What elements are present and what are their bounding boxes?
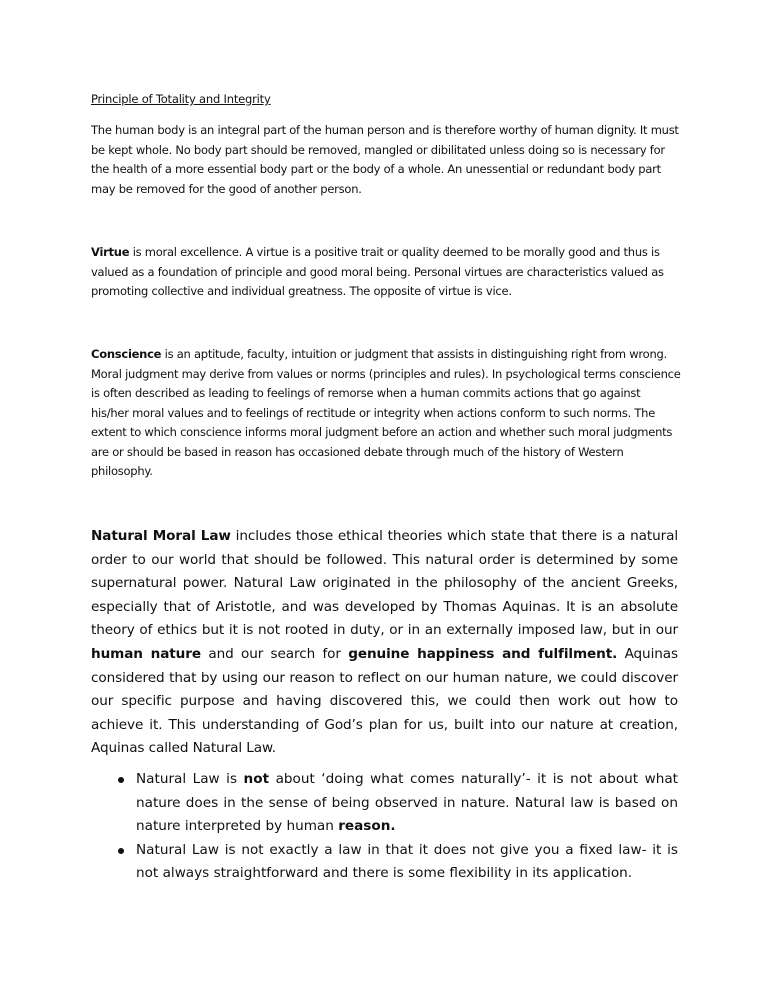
bullet-text: about ‘doing what comes naturally’- it is not about what nature does in the sense of being observed in nature. Natural law is based on nature interpreted by human [136, 771, 678, 835]
conscience-paragraph [91, 345, 681, 482]
list-item [91, 768, 678, 839]
bullet-text: Natural Law is not exactly a law in that it does not give you a fixed law- it is not always straightforward and there is some flexibility in its application. [136, 841, 678, 882]
virtue-paragraph [91, 243, 681, 302]
natural-law-text-2: and our search for [201, 645, 349, 662]
natural-law-text-1: includes those ethical theories which state that there is a natural order to our world that should be followed. This natural order is determined by some supernatural power. Natural Law originated in the philosophy of the ancient Greeks, especially that of Aristotle, and was developed by Thomas Aquinas. It is an absolute theory of ethics but it is not rooted in duty, or in an externally imposed law, but in our [91, 528, 678, 639]
list-item [91, 839, 678, 886]
bullet-icon [118, 848, 124, 854]
virtue-text: is moral excellence. A virtue is a positive trait or quality deemed to be morally good and thus is valued as a foundation of principle and good moral being. Personal virtues are characteristics valued as promoting collective and individual greatness. The opposite of virtue is vice. [91, 245, 664, 298]
bullet-bold: not [243, 771, 270, 787]
section-heading: Principle of Totality and Integrity [91, 92, 271, 106]
natural-law-term: Natural Moral Law [91, 528, 231, 544]
natural-law-bold-1: human nature [91, 645, 201, 662]
natural-law-bold-2: genuine happiness and fulfilment. [348, 645, 618, 662]
bullet-icon [118, 777, 124, 783]
natural-law-text-3: Aquinas considered that by using our reason to reflect on our human nature, we could discover our specific purpose and having discovered this, we could then work out how to achieve it. This understanding of God’s plan for us, built into our nature at creation, Aquinas called Natural Law. [91, 645, 678, 757]
conscience-text: is an aptitude, faculty, intuition or judgment that assists in distinguishing right from wrong. Moral judgment may derive from values or norms (principles and rules). In psychological terms conscience is often described as leading to feelings of remorse when a human commits actions that go against his/her moral values and to feelings of rectitude or integrity when actions conform to such norms. The extent to which conscience informs moral judgment before an action and whether such moral judgments are or should be based in reason has occasioned debate through much of the history of Western philosophy. [91, 347, 681, 478]
bullet-bold: reason. [338, 818, 396, 835]
natural-law-paragraph [91, 525, 678, 761]
totality-paragraph: The human body is an integral part of the human person and is therefore worthy of human dignity. It must be kept whole. No body part should be removed, mangled or dibilitated unless doing so is necessary for the health of a more essential body part or the body of a whole. An unessential or redundant body part may be removed for the good of another person. [91, 123, 679, 196]
bullet-list [91, 768, 678, 886]
bullet-text: Natural Law is [136, 771, 244, 787]
conscience-term: Conscience [91, 347, 162, 361]
virtue-term: Virtue [91, 245, 130, 259]
